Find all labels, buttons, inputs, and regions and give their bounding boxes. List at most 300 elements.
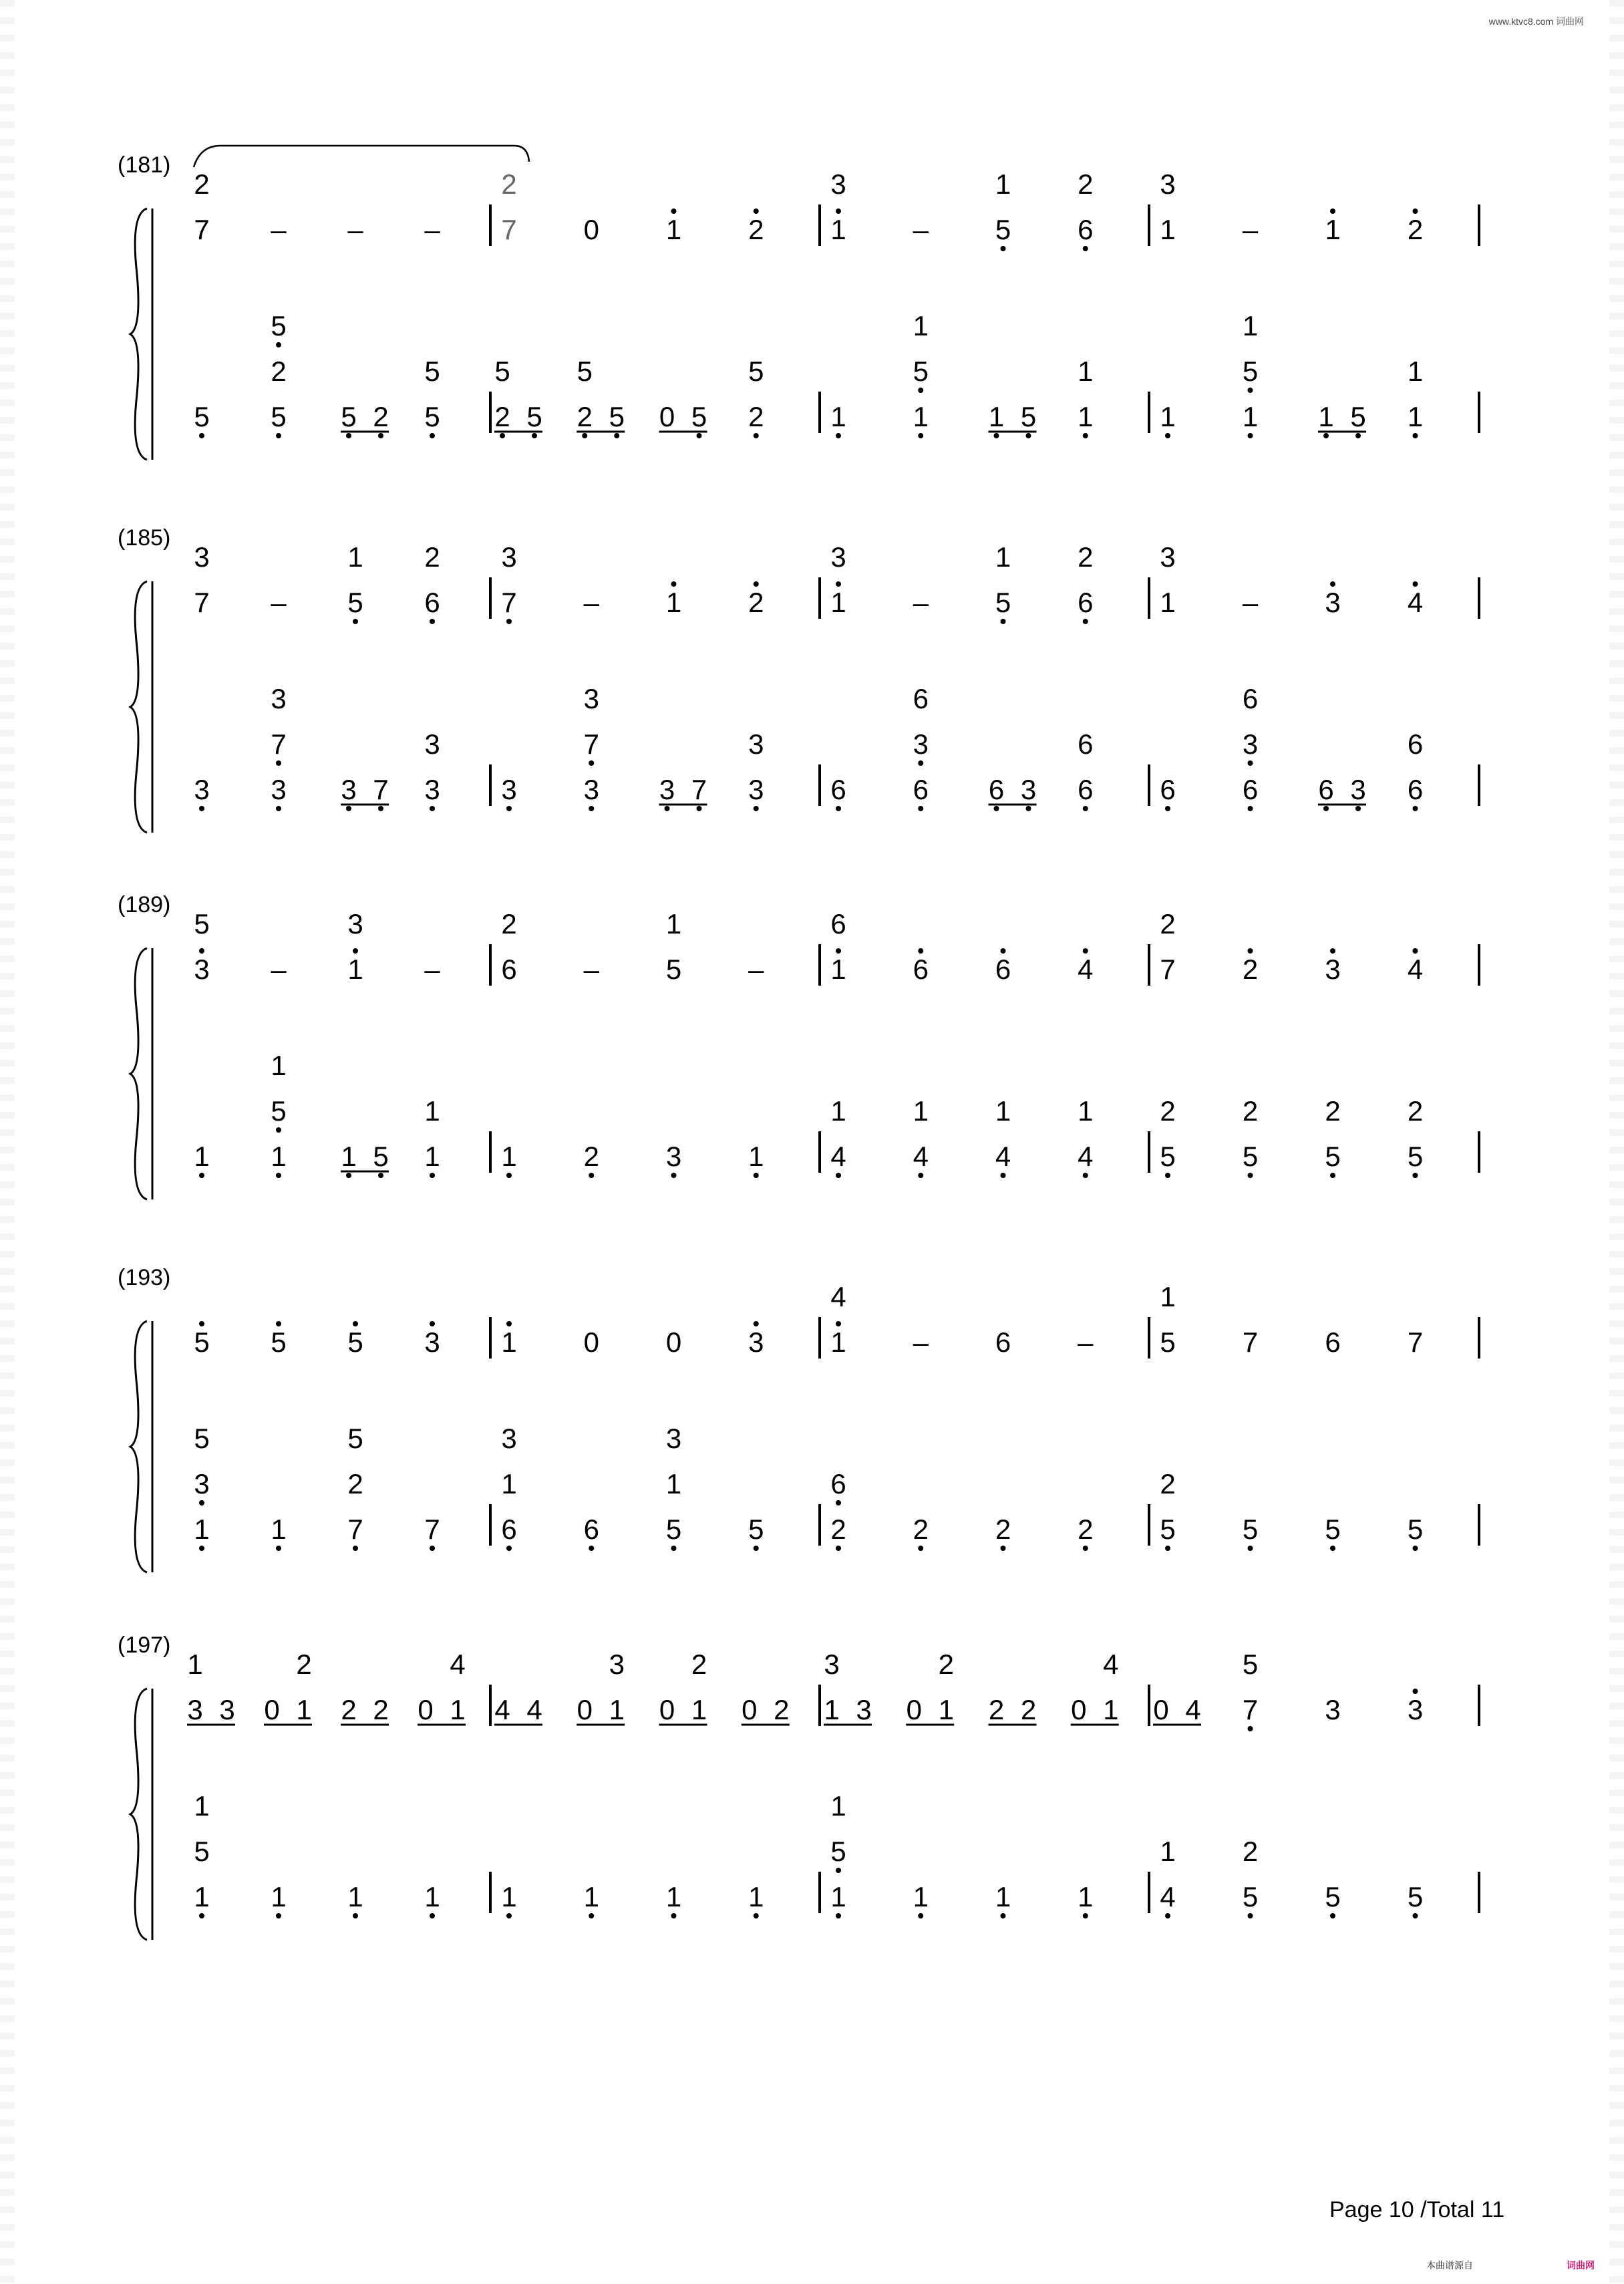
upper-note: 3 — [194, 954, 210, 985]
lower-note: 1 — [748, 1881, 764, 1912]
upper-note: 1 — [1160, 214, 1176, 245]
upper-note: 1 — [450, 1694, 466, 1725]
upper-note: 0 — [418, 1694, 434, 1725]
lower-note: 6 — [1242, 774, 1259, 805]
octave-down-dot — [378, 806, 383, 811]
slur — [194, 146, 529, 167]
upper-note: 7 — [194, 214, 210, 245]
lower-note: 5 — [424, 401, 440, 432]
lower-chord-note: 2 — [1242, 1095, 1259, 1127]
lower-chord-note: 2 — [1242, 1836, 1259, 1867]
upper-chord-note: 2 — [296, 1649, 312, 1680]
lower-chord-note: 5 — [913, 355, 929, 387]
staff-brace — [130, 1689, 147, 1940]
octave-up-dot — [671, 208, 677, 214]
octave-up-dot — [1083, 948, 1088, 954]
measure-number-label: (181) — [118, 152, 171, 178]
lower-chord-note: 6 — [1078, 728, 1094, 760]
octave-up-dot — [754, 208, 759, 214]
lower-chord-note: 3 — [583, 683, 599, 714]
octave-up-dot — [1001, 948, 1006, 954]
octave-down-dot — [199, 1546, 204, 1551]
lower-note: 1 — [583, 1881, 599, 1912]
octave-down-dot — [1165, 1546, 1170, 1551]
lower-note: 5 — [194, 401, 210, 432]
lower-note: 6 — [501, 1514, 517, 1545]
measure-number-label: (197) — [118, 1632, 171, 1658]
octave-down-dot — [1001, 619, 1006, 624]
octave-down-dot — [1248, 1913, 1253, 1918]
upper-note: 6 — [995, 1326, 1011, 1358]
octave-down-dot — [1323, 806, 1329, 811]
lower-chord-note: 5 — [347, 1423, 363, 1454]
octave-down-dot — [1001, 1173, 1006, 1178]
lower-note: 6 — [988, 774, 1005, 805]
octave-down-dot — [836, 433, 841, 438]
upper-chord-note: 4 — [450, 1649, 466, 1680]
lower-note: 2 — [830, 1514, 846, 1545]
octave-up-dot — [276, 1321, 281, 1326]
octave-down-dot — [378, 433, 383, 438]
octave-down-dot — [918, 760, 923, 766]
octave-down-dot — [589, 806, 594, 811]
upper-note: 4 — [1407, 587, 1424, 618]
octave-down-dot — [994, 806, 999, 811]
upper-chord-note: 1 — [995, 168, 1011, 200]
octave-up-dot — [836, 948, 841, 954]
lower-chord-note: 5 — [194, 1836, 210, 1867]
lower-note: 2 — [494, 401, 510, 432]
upper-chord-note: 1 — [347, 541, 363, 573]
lower-chord-note: 1 — [1078, 1095, 1094, 1127]
upper-chord-note: 4 — [830, 1281, 846, 1312]
lower-chord-note: 3 — [1242, 728, 1259, 760]
octave-down-dot — [1248, 1173, 1253, 1178]
upper-note: – — [913, 214, 929, 245]
upper-note: 1 — [938, 1694, 954, 1725]
upper-note: 0 — [583, 214, 599, 245]
octave-down-dot — [1083, 806, 1088, 811]
octave-down-dot — [1355, 806, 1361, 811]
lower-note: 1 — [194, 1141, 210, 1172]
upper-note: 7 — [1407, 1326, 1424, 1358]
upper-note: 1 — [1160, 587, 1176, 618]
octave-up-dot — [1330, 948, 1335, 954]
lower-note: 5 — [1160, 1141, 1176, 1172]
octave-down-dot — [1001, 246, 1006, 251]
upper-chord-note: 2 — [501, 168, 517, 200]
octave-down-dot — [918, 1546, 923, 1551]
lower-note: 4 — [830, 1141, 846, 1172]
octave-up-dot — [754, 581, 759, 587]
measure-number-label: (189) — [118, 892, 171, 917]
octave-down-dot — [199, 1913, 204, 1918]
octave-down-dot — [697, 806, 702, 811]
lower-note: 2 — [373, 401, 389, 432]
upper-chord-note: 1 — [665, 908, 682, 940]
upper-chord-note: 1 — [995, 541, 1011, 573]
upper-chord-note: 4 — [1103, 1649, 1119, 1680]
octave-up-dot — [1248, 948, 1253, 954]
lower-note: 5 — [1325, 1514, 1341, 1545]
lower-chord-note: 1 — [830, 1790, 846, 1822]
lower-note: 4 — [1078, 1141, 1094, 1172]
upper-note: 7 — [501, 214, 517, 245]
octave-down-dot — [918, 806, 923, 811]
octave-down-dot — [346, 1173, 351, 1178]
lower-note: 3 — [748, 774, 764, 805]
lower-note: 3 — [501, 774, 517, 805]
lower-chord-note: 3 — [913, 728, 929, 760]
octave-up-dot — [754, 1321, 759, 1326]
upper-note: 0 — [906, 1694, 922, 1725]
upper-note: – — [1078, 1326, 1094, 1358]
upper-chord-note: 5 — [1242, 1649, 1259, 1680]
lower-chord-note: 3 — [194, 1468, 210, 1500]
octave-up-dot — [506, 1321, 512, 1326]
lower-note: 2 — [583, 1141, 599, 1172]
lower-chord-note: 1 — [271, 1050, 287, 1081]
lower-chord-note: 5 — [271, 1095, 287, 1127]
octave-down-dot — [1001, 1546, 1006, 1551]
octave-down-dot — [1330, 1546, 1335, 1551]
upper-chord-note: 2 — [938, 1649, 954, 1680]
octave-up-dot — [199, 948, 204, 954]
octave-up-dot — [1413, 581, 1418, 587]
lower-note: 1 — [830, 1881, 846, 1912]
upper-note: 1 — [665, 587, 682, 618]
octave-down-dot — [276, 342, 281, 347]
page-number: Page 10 /Total 11 — [1329, 2197, 1505, 2223]
upper-note: 1 — [691, 1694, 707, 1725]
lower-chord-note: 3 — [748, 728, 764, 760]
octave-up-dot — [836, 581, 841, 587]
lower-chord-note: 3 — [501, 1423, 517, 1454]
lower-chord-note: 1 — [1160, 1836, 1176, 1867]
staff-brace — [130, 948, 147, 1199]
octave-down-dot — [697, 433, 702, 438]
octave-down-dot — [589, 1173, 594, 1178]
octave-down-dot — [1083, 619, 1088, 624]
lower-note: 3 — [1020, 774, 1037, 805]
lower-note: 1 — [424, 1881, 440, 1912]
octave-down-dot — [276, 806, 281, 811]
lower-note: 1 — [271, 1141, 287, 1172]
octave-down-dot — [1165, 806, 1170, 811]
octave-down-dot — [1413, 1913, 1418, 1918]
octave-down-dot — [276, 760, 281, 766]
octave-down-dot — [1330, 1173, 1335, 1178]
upper-note: 3 — [1325, 587, 1341, 618]
octave-down-dot — [430, 806, 435, 811]
lower-note: 6 — [1160, 774, 1176, 805]
octave-up-dot — [918, 948, 923, 954]
upper-note: 1 — [1103, 1694, 1119, 1725]
lower-chord-note: 2 — [271, 355, 287, 387]
upper-note: 1 — [830, 587, 846, 618]
upper-chord-note: 2 — [501, 908, 517, 940]
octave-down-dot — [589, 760, 594, 766]
octave-down-dot — [276, 433, 281, 438]
lower-note: 2 — [913, 1514, 929, 1545]
octave-down-dot — [671, 1913, 677, 1918]
lower-note: 1 — [913, 401, 929, 432]
upper-note: – — [424, 214, 440, 245]
lower-chord-note: 1 — [194, 1790, 210, 1822]
lower-note: 2 — [577, 401, 593, 432]
upper-chord-note: 1 — [1160, 1281, 1176, 1312]
octave-up-dot — [1413, 948, 1418, 954]
upper-note: – — [583, 587, 599, 618]
lower-note: 1 — [271, 1881, 287, 1912]
lower-note: 1 — [424, 1141, 440, 1172]
octave-down-dot — [1165, 1913, 1170, 1918]
octave-down-dot — [346, 806, 351, 811]
upper-note: 2 — [748, 587, 764, 618]
upper-note: 2 — [1407, 214, 1424, 245]
upper-chord-note: 3 — [1160, 168, 1176, 200]
lower-note: 1 — [1242, 401, 1259, 432]
upper-chord-note: 1 — [187, 1649, 203, 1680]
octave-down-dot — [671, 1173, 677, 1178]
upper-note: 4 — [494, 1694, 510, 1725]
octave-down-dot — [1248, 806, 1253, 811]
octave-down-dot — [918, 433, 923, 438]
upper-note: 3 — [219, 1694, 235, 1725]
lower-note: 6 — [830, 774, 846, 805]
octave-up-dot — [1330, 208, 1335, 214]
octave-down-dot — [1026, 433, 1031, 438]
lower-note: 4 — [1160, 1881, 1176, 1912]
upper-note: – — [271, 954, 287, 985]
upper-note: 1 — [296, 1694, 312, 1725]
upper-note: 5 — [271, 1326, 287, 1358]
lower-note: 5 — [271, 401, 287, 432]
upper-note: 4 — [526, 1694, 542, 1725]
octave-down-dot — [836, 1868, 841, 1873]
lower-note: 3 — [1350, 774, 1366, 805]
octave-down-dot — [671, 1546, 677, 1551]
octave-down-dot — [1330, 1913, 1335, 1918]
upper-note: – — [583, 954, 599, 985]
lower-note: 5 — [1160, 1514, 1176, 1545]
upper-note: 1 — [824, 1694, 840, 1725]
upper-note: 5 — [995, 587, 1011, 618]
upper-note: 6 — [913, 954, 929, 985]
upper-note: 5 — [995, 214, 1011, 245]
upper-note: 3 — [187, 1694, 203, 1725]
lower-note: 1 — [501, 1881, 517, 1912]
upper-chord-note: 6 — [830, 908, 846, 940]
lower-note: 5 — [373, 1141, 389, 1172]
octave-down-dot — [199, 1173, 204, 1178]
upper-chord-note: 2 — [1078, 541, 1094, 573]
lower-note: 3 — [665, 1141, 682, 1172]
lower-chord-note: 1 — [1407, 355, 1424, 387]
upper-note: 0 — [1071, 1694, 1087, 1725]
lower-chord-note: 6 — [1407, 728, 1424, 760]
octave-down-dot — [430, 1546, 435, 1551]
lower-note: 1 — [830, 401, 846, 432]
lower-note: 1 — [988, 401, 1005, 432]
octave-down-dot — [1413, 1173, 1418, 1178]
octave-down-dot — [506, 1913, 512, 1918]
lower-note: 1 — [1318, 401, 1334, 432]
octave-up-dot — [1413, 1689, 1418, 1694]
octave-down-dot — [1083, 433, 1088, 438]
upper-note: 5 — [1160, 1326, 1176, 1358]
lower-chord-note: 5 — [577, 355, 593, 387]
upper-chord-note: 3 — [830, 168, 846, 200]
lower-note: 1 — [913, 1881, 929, 1912]
octave-down-dot — [353, 619, 358, 624]
footer-site-logo: 词曲网 — [1567, 2260, 1595, 2271]
upper-note: 3 — [1325, 954, 1341, 985]
octave-down-dot — [1248, 1546, 1253, 1551]
lower-chord-note: 5 — [1242, 355, 1259, 387]
measure-number-label: (193) — [118, 1265, 171, 1290]
octave-down-dot — [589, 1546, 594, 1551]
upper-note: 2 — [373, 1694, 389, 1725]
lower-chord-note: 1 — [665, 1468, 682, 1500]
lower-note: 3 — [659, 774, 675, 805]
octave-down-dot — [1248, 1726, 1253, 1731]
octave-down-dot — [506, 806, 512, 811]
lower-note: 6 — [583, 1514, 599, 1545]
octave-down-dot — [1248, 388, 1253, 393]
staff-brace — [130, 581, 147, 833]
lower-note: 5 — [691, 401, 707, 432]
lower-note: 4 — [995, 1141, 1011, 1172]
octave-down-dot — [199, 1500, 204, 1506]
lower-chord-note: 6 — [913, 683, 929, 714]
upper-note: 2 — [988, 1694, 1005, 1725]
lower-note: 7 — [347, 1514, 363, 1545]
octave-down-dot — [754, 433, 759, 438]
upper-note: 0 — [659, 1694, 675, 1725]
lower-chord-note: 1 — [830, 1095, 846, 1127]
lower-note: 1 — [995, 1881, 1011, 1912]
lower-chord-note: 1 — [913, 310, 929, 341]
upper-note: – — [271, 214, 287, 245]
lower-note: 5 — [341, 401, 357, 432]
octave-up-dot — [1413, 208, 1418, 214]
lower-chord-note: 1 — [1242, 310, 1259, 341]
lower-note: 2 — [748, 401, 764, 432]
lower-chord-note: 5 — [830, 1836, 846, 1867]
octave-down-dot — [430, 433, 435, 438]
octave-up-dot — [430, 1321, 435, 1326]
lower-chord-note: 6 — [830, 1468, 846, 1500]
upper-chord-note: 3 — [501, 541, 517, 573]
measure-number-label: (185) — [118, 525, 171, 551]
octave-down-dot — [199, 806, 204, 811]
lower-note: 5 — [1325, 1141, 1341, 1172]
upper-note: 6 — [501, 954, 517, 985]
lower-chord-note: 3 — [271, 683, 287, 714]
upper-note: – — [271, 587, 287, 618]
lower-note: 1 — [1078, 1881, 1094, 1912]
upper-note: 1 — [830, 1326, 846, 1358]
octave-down-dot — [754, 1913, 759, 1918]
upper-note: 5 — [194, 1326, 210, 1358]
lower-note: 1 — [347, 1881, 363, 1912]
octave-down-dot — [1248, 433, 1253, 438]
upper-chord-note: 3 — [194, 541, 210, 573]
upper-note: 3 — [748, 1326, 764, 1358]
lower-note: 5 — [1242, 1514, 1259, 1545]
lower-note: 1 — [1078, 401, 1094, 432]
octave-down-dot — [430, 619, 435, 624]
lower-note: 5 — [526, 401, 542, 432]
lower-chord-note: 2 — [1160, 1468, 1176, 1500]
octave-down-dot — [276, 1127, 281, 1133]
upper-note: 0 — [264, 1694, 280, 1725]
upper-note: 3 — [424, 1326, 440, 1358]
lower-note: 5 — [1407, 1141, 1424, 1172]
octave-down-dot — [506, 1546, 512, 1551]
lower-note: 5 — [1407, 1881, 1424, 1912]
lower-note: 2 — [1078, 1514, 1094, 1545]
octave-down-dot — [836, 1546, 841, 1551]
octave-down-dot — [500, 433, 505, 438]
upper-note: 3 — [856, 1694, 872, 1725]
octave-down-dot — [994, 433, 999, 438]
upper-chord-note: 2 — [424, 541, 440, 573]
upper-note: 0 — [583, 1326, 599, 1358]
octave-down-dot — [665, 806, 670, 811]
upper-note: 5 — [347, 587, 363, 618]
octave-down-dot — [1413, 433, 1418, 438]
lower-note: 5 — [1350, 401, 1366, 432]
lower-note: 6 — [1078, 774, 1094, 805]
lower-note: 5 — [1242, 1141, 1259, 1172]
octave-down-dot — [1001, 1913, 1006, 1918]
octave-down-dot — [1083, 246, 1088, 251]
upper-note: 7 — [1242, 1694, 1259, 1725]
upper-chord-note: 2 — [194, 168, 210, 200]
upper-chord-note: 5 — [194, 908, 210, 940]
upper-note: 2 — [748, 214, 764, 245]
octave-down-dot — [754, 806, 759, 811]
lower-note: 1 — [748, 1141, 764, 1172]
upper-note: 2 — [1242, 954, 1259, 985]
octave-down-dot — [506, 1173, 512, 1178]
upper-note: 6 — [1078, 214, 1094, 245]
staff-brace — [130, 1321, 147, 1572]
octave-down-dot — [1083, 1546, 1088, 1551]
upper-note: 1 — [609, 1694, 625, 1725]
octave-down-dot — [1083, 1913, 1088, 1918]
lower-note: 5 — [1020, 401, 1037, 432]
upper-note: 2 — [1020, 1694, 1037, 1725]
lower-note: 1 — [341, 1141, 357, 1172]
lower-chord-note: 1 — [995, 1095, 1011, 1127]
octave-down-dot — [1355, 433, 1361, 438]
upper-note: 7 — [194, 587, 210, 618]
upper-note: – — [347, 214, 363, 245]
upper-note: – — [424, 954, 440, 985]
octave-down-dot — [1413, 806, 1418, 811]
lower-note: 2 — [995, 1514, 1011, 1545]
octave-down-dot — [754, 1546, 759, 1551]
upper-note: 1 — [665, 214, 682, 245]
upper-note: 6 — [995, 954, 1011, 985]
lower-note: 3 — [424, 774, 440, 805]
lower-note: 0 — [659, 401, 675, 432]
lower-note: 1 — [194, 1514, 210, 1545]
upper-note: 0 — [577, 1694, 593, 1725]
